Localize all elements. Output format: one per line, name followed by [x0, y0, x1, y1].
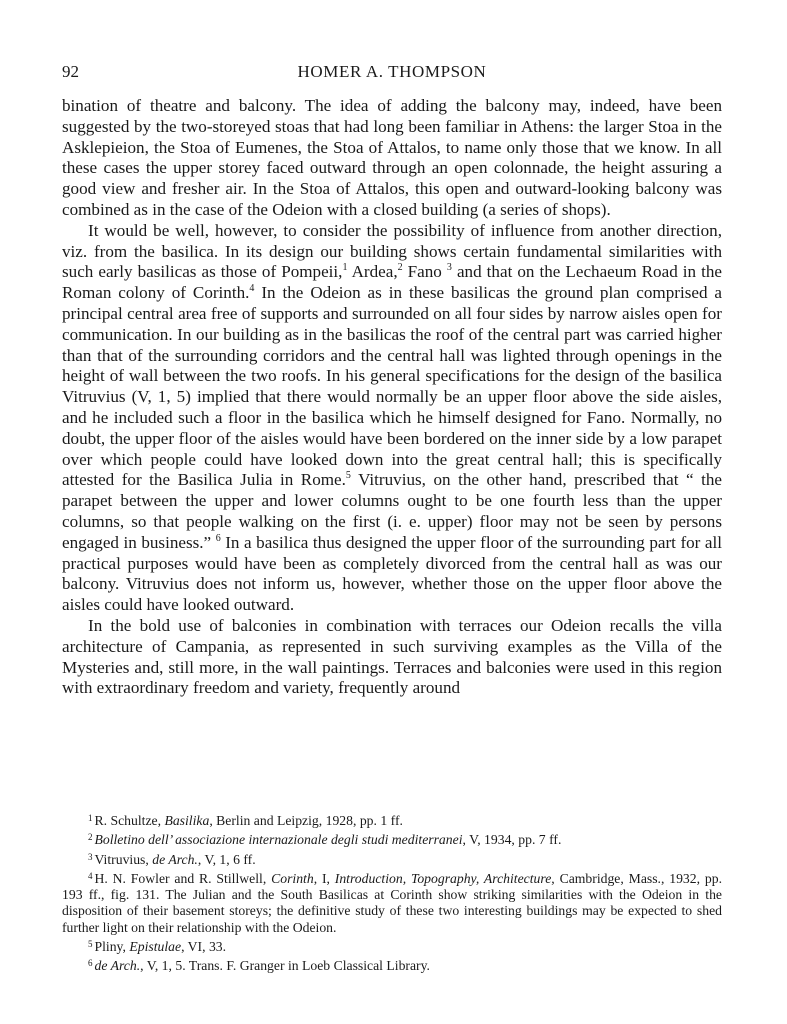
footnote-ref: 1 — [342, 262, 348, 274]
text-run: It would be well, however, to consider the possibility of influence from another direction, viz. from the basilica. In its design our building shows certain fundamental similarities with such early basilicas as those of Pompeii, — [62, 220, 722, 282]
italic-text: de Arch. — [94, 958, 141, 974]
footnote-ref: 3 — [446, 262, 452, 274]
footnote-marker: 1 — [88, 813, 93, 823]
paragraph — [62, 96, 722, 221]
footnote-marker: 3 — [88, 851, 93, 862]
page-number: 92 — [62, 62, 79, 81]
text-run: Vitruvius, on the other hand, prescribed that “ the parapet between the upper and lower columns ought to be one fourth less than the upper columns, so that people walking on the first (i. e. upper) floor may not be seen by persons engaged in business.” — [62, 470, 722, 552]
footnotes — [62, 810, 722, 975]
text-run: , Berlin and Leipzig, 1928, pp. 1 ff. — [209, 813, 403, 828]
footnote — [62, 936, 722, 955]
text-run: , V, 1, 6 ff. — [197, 851, 256, 867]
text-run: , Cambridge, Mass., 1932, pp. 193 ff., fig. 131. The Julian and the South Basilicas at Corinth show striking similarities with the Odeion in the disposition of their basement storeys; the definitive study of these two interesting buildings may be expected to shed further light on their relationship with the Odeion. — [62, 870, 722, 935]
footnote-marker: 5 — [88, 939, 93, 950]
text-run: , V, 1, 5. Trans. F. Granger in Loeb Classical Library. — [140, 958, 430, 974]
paragraph — [62, 221, 722, 616]
footnote-marker: 6 — [88, 958, 93, 969]
text-run: bination of theatre and balcony. The idea of adding the balcony may, indeed, have been suggested by the two-storeyed stoas that had long been familiar in Athens: the larger Stoa in the Asklepieion, the Stoa of Eumenes, the Stoa of Attalos, to name only those that we know. In all these cases the upper storey faced outward through an open colonnade, the height assuring a good view and fresher air. In the Stoa of Attalos, this open and outward-looking balcony was combined as in the case of the Odeion with a closed building (a series of shops). — [62, 96, 722, 219]
text-run: , VI, 33. — [181, 939, 227, 955]
text-run: Pliny, — [94, 939, 130, 955]
italic-text: Corinth — [271, 870, 314, 886]
text-run: and that on the Lechaeum Road in the Roman colony of Corinth. — [62, 262, 723, 303]
footnote-marker: 2 — [88, 832, 93, 843]
footnote-marker: 4 — [88, 870, 93, 881]
body-text — [62, 96, 722, 699]
text-run: Vitruvius, — [94, 851, 153, 867]
text-run: R. Schultze, — [94, 813, 165, 828]
footnote — [62, 829, 722, 848]
text-run: , V, 1934, pp. 7 ff. — [462, 832, 562, 848]
italic-text: de Arch. — [152, 851, 198, 867]
text-run: In the Odeion as in these basilicas the ground plan comprised a principal central area free of supports and surrounded on all four sides by narrow aisles open for communication. In our building as in the basilicas the roof of the central part was carried higher than that of the surrounding corridors and the central hall was lighted through openings in the height of wall between the two roofs. In his general specifications for the design of the basilica Vitruvius (V, 1, 5) implied that there would normally be an upper floor above the side aisles, and he included such a floor in the basilica which he himself designed for Fano. Normally, no doubt, the upper floor of the aisles would have been bordered on the inner side by a low parapet over which people could have looked down into the great central hall; this is specifically attested for the Basilica Julia in Rome. — [62, 283, 722, 490]
italic-text: Epistulae — [129, 939, 182, 955]
footnote — [62, 849, 722, 868]
footnote — [62, 810, 722, 829]
italic-text: Introduction, Topography, Architecture — [334, 870, 552, 886]
footnote — [62, 955, 722, 974]
page-header — [62, 62, 722, 86]
text-run: , I, — [313, 870, 335, 886]
text-run: In the bold use of balconies in combination with terraces our Odeion recalls the villa architecture of Campania, as represented in such surviving examples as the Villa of the Mysteries and, still more, in the wall paintings. Terraces and balconies were used in this region with extraordinary freedom and variety, frequently around — [62, 615, 722, 698]
footnote-ref: 5 — [345, 470, 351, 482]
footnote-ref: 4 — [249, 283, 255, 295]
footnote — [62, 868, 722, 936]
italic-text: Basilika — [164, 813, 210, 828]
running-head: HOMER A. THOMPSON — [297, 62, 487, 81]
footnote-ref: 2 — [397, 262, 403, 274]
text-run: H. N. Fowler and R. Stillwell, — [94, 870, 272, 886]
paragraph — [62, 616, 722, 699]
text-run: Ardea, — [347, 262, 398, 282]
footnote-ref: 6 — [215, 532, 221, 544]
italic-text: Bolletino dell’ associazione internazionale degli studi mediterranei — [94, 832, 463, 848]
text-run: In a basilica thus designed the upper floor of the surrounding part for all practical purposes would have been as completely divorced from the central hall as was our balcony. Vitruvius does not inform us, however, whether those on the upper floor above the aisles could have looked outward. — [62, 532, 723, 615]
text-run: Fano — [402, 262, 447, 282]
